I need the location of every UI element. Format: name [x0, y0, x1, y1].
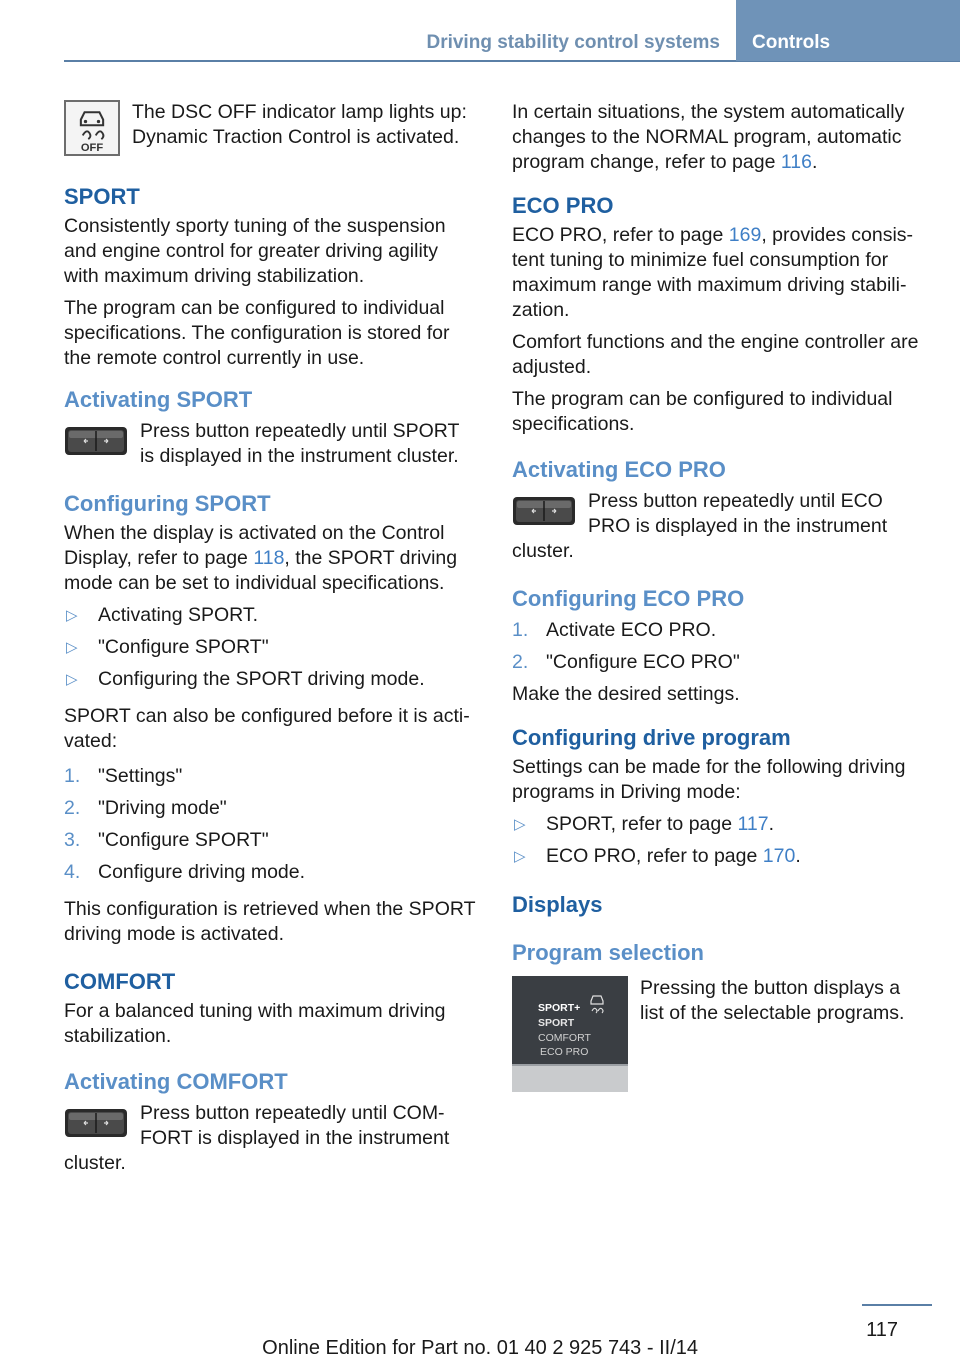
chapter-tab: Controls	[736, 0, 960, 61]
left-column	[64, 100, 478, 1176]
dsc-off-note	[64, 100, 478, 156]
page-link-117[interactable]: 117	[737, 813, 769, 835]
svg-text:COMFORT: COMFORT	[538, 1032, 591, 1044]
page-link-118[interactable]: 118	[253, 547, 285, 569]
list-item: ▷ Activating SPORT.	[66, 604, 259, 626]
triangle-bullet-icon: ▷	[514, 816, 526, 833]
driving-mode-button-icon	[512, 493, 576, 529]
heading-program-selection: Program selection	[512, 940, 704, 965]
heading-activating-comfort: Activating COMFORT	[64, 1069, 288, 1094]
configurable-text: The program can be configured to individual specifications.	[512, 388, 893, 435]
activating-eco-pro-text: Press button repeatedly until ECO PRO is displayed in the instrument cluster.	[512, 490, 888, 562]
section-title: Driving stability control systems	[426, 32, 720, 53]
configuring-sport-text: When the display is activated on the Control Display, refer to page 118, the SPORT driving mode can be set to individual specifications.	[64, 522, 458, 594]
list-item: ▷ SPORT, refer to page 117.	[514, 813, 775, 835]
list-item: ▷ Configuring the SPORT driving mode.	[66, 668, 425, 690]
triangle-bullet-icon: ▷	[66, 671, 78, 688]
eco-pro-text: ECO PRO, refer to page 169, provides consis‐ tent tuning to minimize fuel consumption for maximum range with maximum driving stabili‐ zation.	[512, 224, 914, 321]
list-item: 4. Configure driving mode.	[64, 861, 306, 883]
program-selection-text: Pressing the button displays a list of the selectable programs.	[640, 977, 905, 1024]
comfort-text: For a balanced tuning with maximum driving stabilization.	[64, 1000, 446, 1047]
heading-activating-eco-pro: Activating ECO PRO	[512, 457, 726, 482]
list-item: 1. "Settings"	[64, 765, 183, 787]
svg-text:ECO PRO: ECO PRO	[540, 1046, 589, 1058]
heading-comfort: COMFORT	[64, 969, 176, 994]
list-item: 3. "Configure SPORT"	[64, 829, 269, 851]
configure-before-text: SPORT can also be configured before it is acti‐ vated:	[64, 705, 470, 752]
heading-displays: Displays	[512, 892, 603, 917]
list-item: ▷ "Configure SPORT"	[66, 636, 269, 658]
heading-eco-pro: ECO PRO	[512, 193, 614, 218]
list-item: ▷ ECO PRO, refer to page 170.	[514, 845, 801, 867]
program-selection-row	[512, 976, 922, 1092]
dsc-off-icon	[64, 100, 120, 156]
driving-mode-button-icon	[64, 1105, 128, 1141]
list-item: 2. "Configure ECO PRO"	[512, 651, 740, 673]
edition-note: Online Edition for Part no. 01 40 2 925 743 - II/14	[262, 1337, 698, 1359]
heading-activating-sport: Activating SPORT	[64, 387, 253, 412]
page-number: 117	[866, 1319, 898, 1341]
driving-mode-button-icon	[64, 423, 128, 459]
list-item: 1. Activate ECO PRO.	[512, 619, 717, 641]
activating-comfort-step	[64, 1101, 478, 1176]
page-link-169[interactable]: 169	[728, 224, 762, 246]
triangle-bullet-icon: ▷	[514, 848, 526, 865]
page-link-170[interactable]: 170	[762, 845, 796, 867]
drive-program-list	[512, 812, 922, 876]
sport-description: Consistently sporty tuning of the suspension and engine control for greater driving agility with maximum driving stabilization.	[64, 215, 446, 287]
configure-sport-steps	[64, 764, 478, 892]
activating-sport-step	[64, 419, 478, 469]
heading-configuring-drive-program: Configuring drive program	[512, 725, 791, 750]
svg-text:SPORT: SPORT	[538, 1017, 575, 1029]
activating-sport-text: Press button repeatedly until SPORT is displayed in the instrument cluster.	[140, 420, 460, 467]
retrieved-text: This configuration is retrieved when the SPORT driving mode is activated.	[64, 898, 476, 945]
dsc-off-text: The DSC OFF indicator lamp lights up: Dynamic Traction Control is activated.	[132, 101, 467, 148]
list-item: 2. "Driving mode"	[64, 797, 227, 819]
triangle-bullet-icon: ▷	[66, 607, 78, 624]
activating-comfort-text: Press button repeatedly until COM‐ FORT is displayed in the instrument cluster.	[64, 1102, 450, 1174]
sport-configurable: The program can be configured to individual specifications. The configuration is stored for the remote control currently in use.	[64, 297, 450, 369]
page-link-116[interactable]: 116	[780, 151, 812, 173]
heading-configuring-eco-pro: Configuring ECO PRO	[512, 586, 745, 611]
footer-rule	[862, 1304, 932, 1306]
svg-text:OFF: OFF	[80, 142, 104, 155]
automatic-change-text: In certain situations, the system automatically changes to the NORMAL program, automatic program change, refer to page 116.	[512, 101, 905, 173]
comfort-functions-text: Comfort functions and the engine controller are adjusted.	[512, 331, 919, 378]
activating-eco-pro-step	[512, 489, 922, 564]
configure-eco-pro-steps	[512, 618, 922, 682]
right-column	[512, 100, 922, 1092]
heading-sport: SPORT	[64, 184, 140, 209]
triangle-bullet-icon: ▷	[66, 639, 78, 656]
heading-configuring-sport: Configuring SPORT	[64, 491, 271, 516]
program-selection-display-image	[512, 976, 628, 1092]
configure-sport-bullets	[64, 603, 478, 699]
page-header	[64, 0, 960, 62]
make-settings-text: Make the desired settings.	[512, 683, 740, 705]
drive-program-text: Settings can be made for the following driving programs in Driving mode:	[512, 756, 906, 803]
svg-text:SPORT+: SPORT+	[538, 1002, 581, 1014]
